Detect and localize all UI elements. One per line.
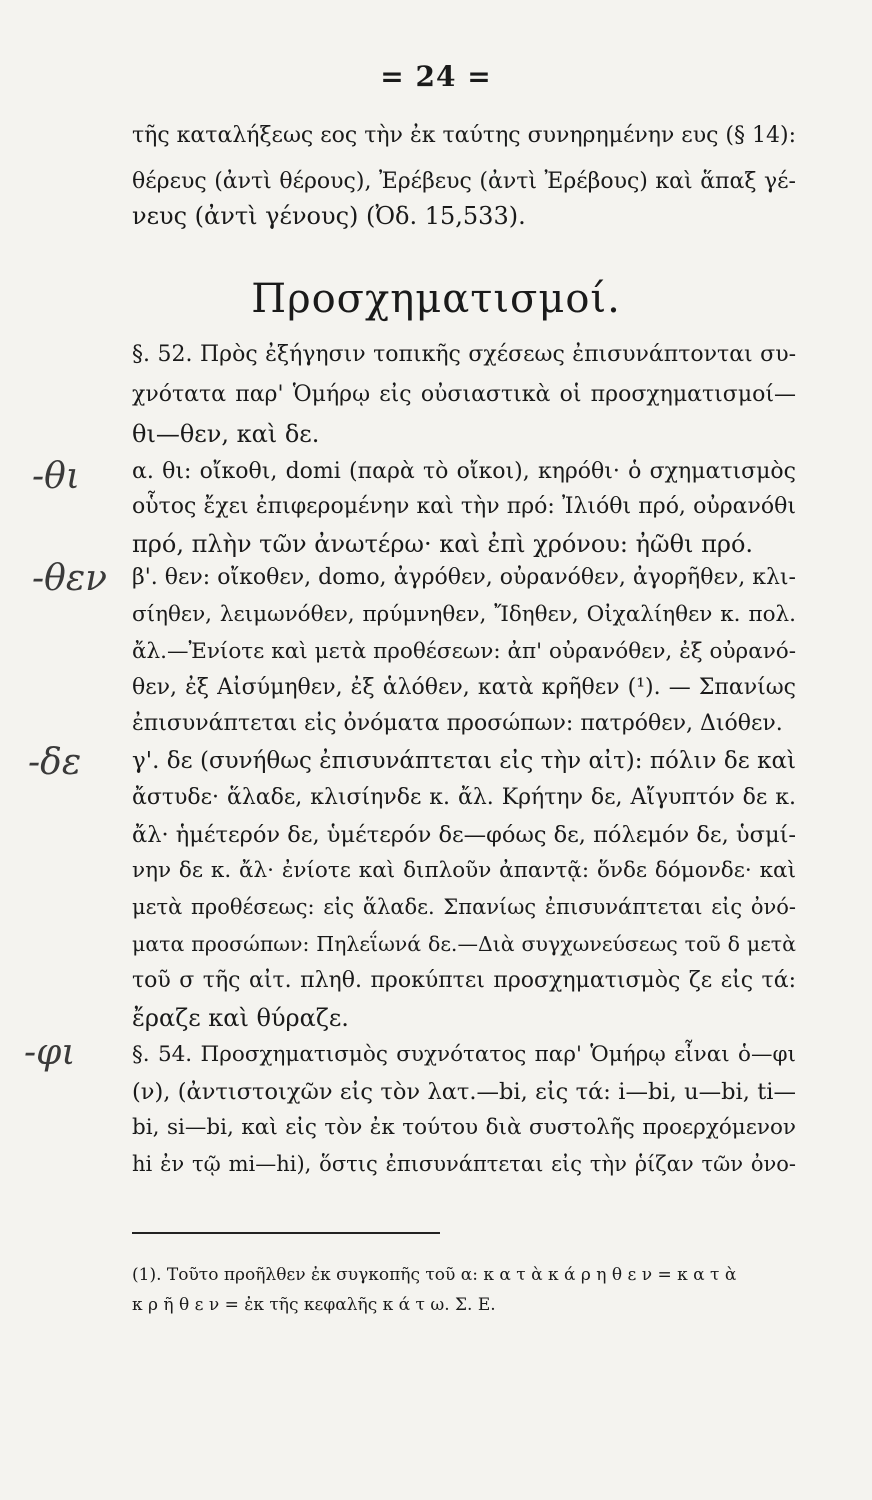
text-line: ἄστυδε· ἅλαδε, κλισίηνδε κ. ἄλ. Κρήτην δε, Αἴγυπτόν δε κ. [132, 785, 796, 810]
footnote-line: κ ρ ῆ θ ε ν = ἐκ τῆς κεφαλῆς κ ά τ ω. Σ. Ε. [132, 1295, 496, 1315]
section-heading: Προσχηματισμοί. [251, 276, 621, 322]
text-line: β'. θεν: οἴκοθεν, domo, ἀγρόθεν, οὐρανόθεν, ἀγορῆθεν, κλι- [132, 565, 796, 590]
text-line: θεν, ἐξ Αἰσύμηθεν, ἐξ ἁλόθεν, κατὰ κρῆθεν (¹). — Σπανίως [132, 675, 796, 700]
margin-note-phi: -φι [24, 1032, 76, 1073]
text-line: νην δε κ. ἄλ· ἐνίοτε καὶ διπλοῦν ἀπαντᾷ: ὅνδε δόμονδε· καὶ [132, 858, 796, 883]
text-line: πρό, πλὴν τῶν ἀνωτέρω· καὶ ἐπὶ χρόνου: ἠῶθι πρό. [132, 530, 754, 558]
text-line: γ'. δε (συνήθως ἐπισυνάπτεται εἰς τὴν αἰτ): πόλιν δε καὶ [132, 748, 796, 774]
text-line: τῆς καταλήξεως εος τὴν ἐκ ταύτης συνηρημένην ευς (§ 14): [132, 123, 796, 148]
margin-note-thi: -θι [32, 456, 80, 497]
text-line: ἐπισυνάπτεται εἰς ὀνόματα προσώπων: πατρόθεν, Διόθεν. [132, 711, 783, 736]
text-line: §. 54. Προσχηματισμὸς συχνότατος παρ' Ὁμήρῳ εἶναι ὁ—φι [132, 1042, 796, 1067]
text-line: hi ἐν τῷ mi—hi), ὅστις ἐπισυνάπτεται εἰς τὴν ῥίζαν τῶν ὀνο- [132, 1152, 796, 1176]
text-line: μετὰ προθέσεως: εἰς ἅλαδε. Σπανίως ἐπισυνάπτεται εἰς ὀνό- [132, 895, 796, 919]
margin-note-de: -δε [28, 742, 82, 783]
text-line: χνότατα παρ' Ὁμήρῳ εἰς οὐσιαστικὰ οἱ προσχηματισμοί— [132, 382, 796, 407]
text-line: (ν), (ἀντιστοιχῶν εἰς τὸν λατ.—bi, εἰς τά: i—bi, u—bi, ti— [132, 1079, 796, 1105]
page-number: = 24 = [380, 60, 492, 93]
text-line: bi, si—bi, καὶ εἰς τὸν ἐκ τούτου διὰ συστολῆς προερχόμενον [132, 1115, 796, 1140]
footnote-line: (1). Τοῦτο προῆλθεν ἐκ συγκοπῆς τοῦ α: κ α τ ὰ κ ά ρ η θ ε ν = κ α τ ὰ [132, 1265, 737, 1285]
footnote-divider [132, 1232, 440, 1234]
margin-note-then: -θεν [32, 558, 108, 599]
text-line: α. θι: οἴκοθι, domi (παρὰ τὸ οἴκοι), κηρόθι· ὁ σχηματισμὸς [132, 459, 796, 484]
text-line: ἄλ· ἡμέτερόν δε, ὑμέτερόν δε—φόως δε, πόλεμόν δε, ὑσμί- [132, 822, 796, 848]
text-line: θι—θεν, καὶ δε. [132, 420, 320, 448]
text-line: ἔραζε καὶ θύραζε. [132, 1004, 349, 1032]
text-line: θέρευς (ἀντὶ θέρους), Ἐρέβευς (ἀντὶ Ἐρέβους) καὶ ἅπαξ γέ- [132, 169, 796, 194]
text-line: τοῦ σ τῆς αἰτ. πληθ. προκύπτει προσχηματισμὸς ζε εἰς τά: [132, 968, 796, 993]
text-line: ματα προσώπων: Πηλεΐωνά δε.—Διὰ συγχωνεύσεως τοῦ δ μετὰ [132, 932, 796, 956]
text-line: §. 52. Πρὸς ἐξήγησιν τοπικῆς σχέσεως ἐπισυνάπτονται συ- [132, 342, 796, 367]
text-line: σίηθεν, λειμωνόθεν, πρύμνηθεν, Ἴδηθεν, Οἰχαλίηθεν κ. πολ. [132, 602, 796, 627]
text-line: ἄλ.—Ἐνίοτε καὶ μετὰ προθέσεων: ἀπ' οὐρανόθεν, ἐξ οὐρανό- [132, 639, 796, 664]
text-line: οὗτος ἔχει ἐπιφερομένην καὶ τὴν πρό: Ἰλιόθι πρό, οὐρανόθι [132, 494, 796, 519]
text-line: νευς (ἀντὶ γένους) (Ὀδ. 15,533). [132, 202, 526, 230]
